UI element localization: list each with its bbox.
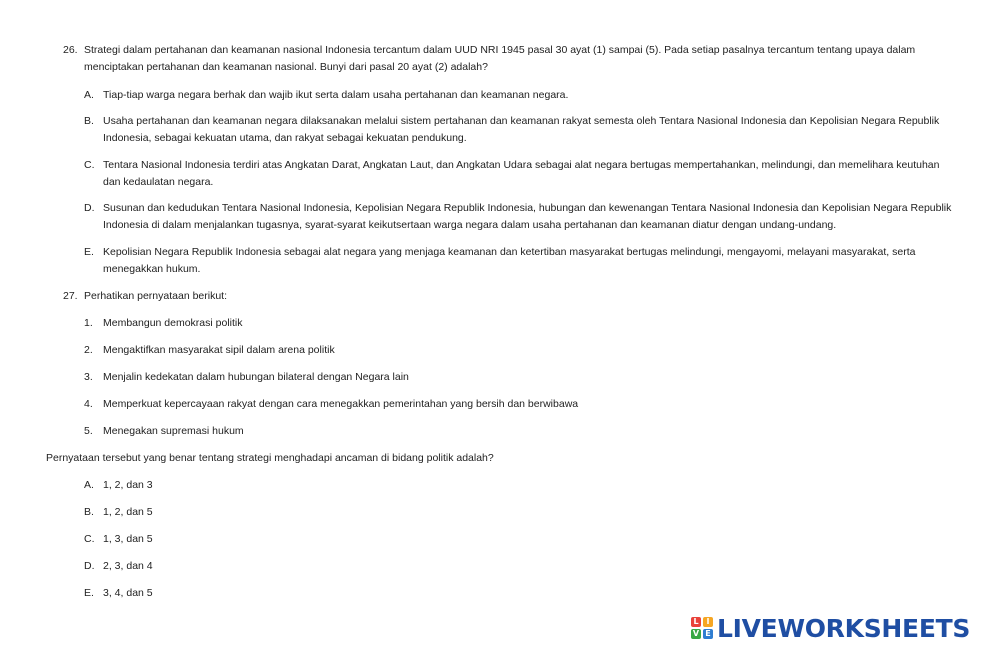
option-text-line-1: Tentara Nasional Indonesia terdiri atas Angkatan Darat, Angkatan Laut, dan Angkatan Udara sebagai alat negara bertugas mempertahankan, melindungi, dan memelihara keutuhan	[103, 159, 940, 171]
option-letter: E.	[84, 587, 94, 599]
option-letter: B.	[84, 115, 94, 127]
statement-number: 1.	[84, 317, 93, 329]
option-letter: D.	[84, 202, 95, 214]
option-text: 1, 3, dan 5	[103, 533, 153, 545]
question-prompt: Pernyataan tersebut yang benar tentang strategi menghadapi ancaman di bidang politik adalah?	[46, 452, 494, 464]
option-letter: C.	[84, 159, 95, 171]
logo-tile: L	[691, 617, 701, 627]
statement-text: Mengaktifkan masyarakat sipil dalam arena politik	[103, 344, 335, 356]
question-stem-line-2: menciptakan pertahanan dan keamanan nasional. Bunyi dari pasal 20 ayat (2) adalah?	[84, 61, 488, 73]
option-text: 1, 2, dan 5	[103, 506, 153, 518]
option-letter: B.	[84, 506, 94, 518]
option-text: 3, 4, dan 5	[103, 587, 153, 599]
option-text: 2, 3, dan 4	[103, 560, 153, 572]
statement-number: 3.	[84, 371, 93, 383]
option-letter: A.	[84, 479, 94, 491]
option-letter: D.	[84, 560, 95, 572]
logo-tile: V	[692, 629, 700, 638]
logo-text: LIVEWORKSHEETS	[717, 613, 971, 643]
liveworksheets-logo	[691, 614, 970, 642]
option-text: 1, 2, dan 3	[103, 479, 153, 491]
statement-text: Membangun demokrasi politik	[103, 317, 243, 329]
logo-tile: E	[703, 629, 713, 639]
statement-number: 2.	[84, 344, 93, 356]
question-number: 27.	[63, 290, 78, 302]
option-text-line-2: menegakkan hukum.	[103, 263, 201, 275]
question-stem: Perhatikan pernyataan berikut:	[84, 290, 228, 302]
logo-mark-icon	[691, 617, 713, 639]
option-letter: E.	[84, 246, 94, 258]
option-text-line-1: Usaha pertahanan dan keamanan negara dilaksanakan melalui sistem pertahanan dan keamanan rakyat semesta oleh Tentara Nasional Indonesia dan Kepolisian Negara Republik	[103, 115, 940, 127]
statement-text: Menegakan supremasi hukum	[103, 425, 244, 437]
statement-number: 5.	[84, 425, 93, 437]
question-stem-line-1: Strategi dalam pertahanan dan keamanan nasional Indonesia tercantum dalam UUD NRI 1945 pasal 30 ayat (1) sampai (5). Pada setiap pasalnya tercantum tentang upaya dalam	[84, 44, 916, 56]
option-letter: C.	[84, 533, 95, 545]
option-text-line-1: Susunan dan kedudukan Tentara Nasional Indonesia, Kepolisian Negara Republik Indonesia, hubungan dan kewenangan Tentara Nasional Indonesia dan Kepolisian Negara Republik	[103, 202, 952, 214]
logo-tile: I	[703, 617, 713, 627]
option-text: Tiap-tiap warga negara berhak dan wajib ikut serta dalam usaha pertahanan dan keamanan negara.	[103, 89, 569, 101]
option-letter: A.	[84, 89, 94, 101]
option-text-line-2: Indonesia, sebagai kekuatan utama, dan rakyat sebagai kekuatan pendukung.	[103, 132, 467, 144]
option-text-line-2: Indonesia di dalam menjalankan tugasnya, syarat-syarat keikutsertaan warga negara dalam usaha pertahanan dan keamanan diatur dengan undang-undang.	[103, 219, 837, 231]
option-text-line-1: Kepolisian Negara Republik Indonesia sebagai alat negara yang menjaga keamanan dan ketertiban masyarakat bertugas melindungi, mengayomi, melayani masyarakat, serta	[103, 246, 916, 258]
statement-number: 4.	[84, 398, 93, 410]
question-number: 26.	[63, 44, 78, 56]
statement-text: Memperkuat kepercayaan rakyat dengan cara menegakkan pemerintahan yang bersih dan berwibawa	[103, 398, 579, 410]
statement-text: Menjalin kedekatan dalam hubungan bilateral dengan Negara lain	[103, 371, 409, 383]
option-text-line-2: dan kedaulatan negara.	[103, 176, 214, 188]
